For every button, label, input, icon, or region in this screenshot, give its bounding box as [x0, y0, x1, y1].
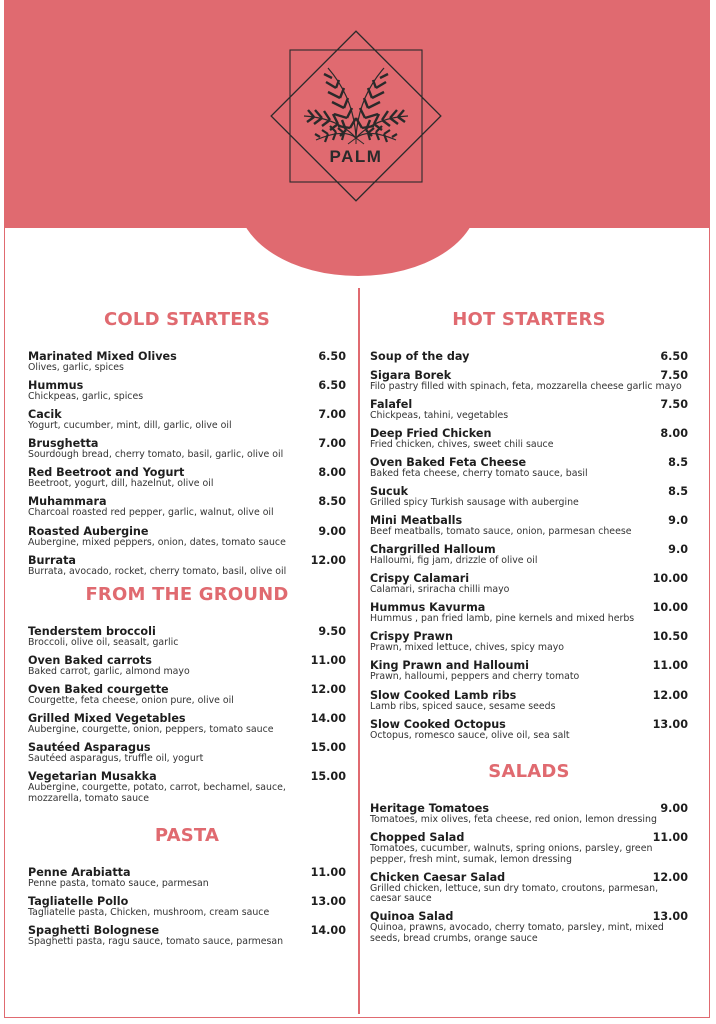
menu-item-price: 10.00 [652, 572, 688, 586]
menu-item [370, 369, 688, 393]
menu-item-description: Prawn, halloumi, peppers and cherry tomato [370, 671, 580, 683]
menu-item-description: Grilled spicy Turkish sausage with aubergine [370, 496, 579, 508]
from-the-ground-list [28, 625, 346, 810]
menu-item-description: Sautéed asparagus, truffle oil, yogurt [28, 753, 204, 765]
menu-item-name: Sautéed Asparagus [28, 741, 151, 755]
menu-item-price: 10.50 [652, 630, 688, 644]
menu-item-name: Deep Fried Chicken [370, 426, 492, 440]
menu-item-description: Fried chicken, chives, sweet chili sauce [370, 438, 554, 450]
menu-item-price: 8.50 [318, 495, 346, 509]
menu-item-description: Chickpeas, garlic, spices [28, 391, 144, 403]
menu-item-description: Tagliatelle pasta, Chicken, mushroom, cream sauce [28, 907, 270, 919]
menu-item [370, 659, 688, 683]
menu-item-price: 13.00 [652, 910, 688, 924]
menu-item [28, 924, 346, 948]
menu-item-price: 7.00 [318, 408, 346, 422]
menu-item-description: Aubergine, courgette, potato, carrot, bechamel, sauce, mozzarella, tomato sauce [28, 782, 286, 805]
menu-item [370, 718, 688, 742]
menu-item-description: Aubergine, mixed peppers, onion, dates, tomato sauce [28, 536, 286, 548]
menu-item-price: 12.00 [652, 870, 688, 884]
column-divider [358, 288, 360, 1014]
menu-item [28, 866, 346, 890]
menu-item-price: 15.00 [310, 741, 346, 755]
menu-item-name: Falafel [370, 397, 413, 411]
menu-item [28, 379, 346, 403]
menu-item-description: Penne pasta, tomato sauce, parmesan [28, 878, 209, 889]
menu-item [370, 543, 688, 567]
menu-item-price: 9.00 [660, 802, 688, 815]
menu-item-name: Cacik [28, 408, 62, 422]
menu-item [28, 525, 346, 549]
menu-item-description: Filo pastry filled with spinach, feta, mozzarella cheese garlic mayo [370, 380, 682, 392]
menu-item-name: Hummus Kavurma [370, 601, 486, 615]
menu-item-price: 15.00 [310, 770, 346, 784]
menu-item-name: Tagliatelle Pollo [28, 895, 129, 909]
menu-item [28, 770, 346, 804]
menu-item [370, 485, 688, 509]
menu-item-name: Burrata [28, 553, 76, 567]
menu-item-name: Crispy Prawn [370, 630, 453, 644]
menu-item-price: 7.50 [660, 368, 688, 382]
menu-item [370, 689, 688, 713]
menu-item-name: Oven Baked courgette [28, 683, 169, 697]
menu-item-price: 6.50 [318, 379, 346, 393]
section-title-salads: SALADS [488, 761, 570, 782]
menu-item-name: Vegetarian Musakka [28, 770, 157, 784]
menu-item [370, 427, 688, 451]
menu-item-name: Slow Cooked Lamb ribs [370, 688, 517, 702]
menu-item-name: Spaghetti Bolognese [28, 924, 160, 938]
menu-item [28, 741, 346, 765]
menu-item-description: Halloumi, fig jam, drizzle of olive oil [370, 555, 538, 567]
menu-item-price: 8.5 [668, 484, 688, 498]
menu-item-price: 9.0 [668, 513, 688, 527]
menu-item-description: Spaghetti pasta, ragu sauce, tomato sauce, parmesan [28, 936, 284, 948]
menu-item-price: 12.00 [310, 553, 346, 567]
menu-item [28, 408, 346, 432]
menu-item [370, 398, 688, 422]
menu-item-description: Quinoa, prawns, avocado, cherry tomato, parsley, mint, mixed seeds, bread crumbs, orange sauce [370, 922, 664, 945]
pasta-list [28, 866, 346, 953]
menu-item-description: Lamb ribs, spiced sauce, sesame seeds [370, 700, 556, 712]
menu-item-price: 11.00 [310, 654, 346, 668]
menu-item [28, 437, 346, 461]
menu-item-name: Oven Baked carrots [28, 654, 152, 668]
menu-item-name: Hummus [28, 379, 84, 393]
menu-item [370, 601, 688, 625]
menu-item-name: Grilled Mixed Vegetables [28, 712, 186, 726]
menu-item-name: Sigara Borek [370, 368, 452, 382]
menu-item-description: Yogurt, cucumber, mint, dill, garlic, olive oil [28, 420, 232, 432]
menu-item [370, 350, 688, 363]
menu-item-name: Mini Meatballs [370, 513, 463, 527]
menu-item [28, 495, 346, 519]
menu-item-description: Baked feta cheese, cherry tomato sauce, basil [370, 467, 588, 479]
menu-item-name: King Prawn and Halloumi [370, 659, 529, 673]
menu-item [28, 350, 346, 374]
menu-item-name: Crispy Calamari [370, 572, 470, 586]
menu-item-description: Sourdough bread, cherry tomato, basil, garlic, olive oil [28, 449, 284, 461]
menu-item-price: 11.00 [310, 866, 346, 879]
menu-item-price: 11.00 [652, 659, 688, 673]
menu-item [370, 514, 688, 538]
menu-item-description: Chickpeas, tahini, vegetables [370, 409, 509, 421]
menu-item-description: Baked carrot, garlic, almond mayo [28, 666, 190, 678]
menu-item-name: Roasted Aubergine [28, 524, 149, 538]
menu-item-name: Heritage Tomatoes [370, 802, 490, 815]
menu-item [370, 802, 688, 826]
menu-item-name: Soup of the day [370, 350, 470, 363]
menu-item-price: 12.00 [310, 683, 346, 697]
cold-starters-list [28, 350, 346, 583]
menu-item-description: Courgette, feta cheese, onion pure, olive oil [28, 695, 234, 707]
menu-item-description: Calamari, sriracha chilli mayo [370, 584, 510, 596]
menu-item-price: 13.00 [652, 717, 688, 731]
menu-item-description: Aubergine, courgette, onion, peppers, tomato sauce [28, 724, 274, 736]
menu-item [370, 910, 688, 944]
menu-item-price: 8.00 [660, 426, 688, 440]
menu-item [370, 572, 688, 596]
menu-item-name: Chargrilled Halloum [370, 543, 496, 557]
menu-item-price: 9.00 [318, 524, 346, 538]
menu-item-description: Octopus, romesco sauce, olive oil, sea salt [370, 729, 570, 741]
menu-item-price: 6.50 [318, 350, 346, 363]
menu-item-description: Beef meatballs, tomato sauce, onion, parmesan cheese [370, 525, 632, 537]
menu-item [28, 625, 346, 649]
menu-item-price: 9.50 [318, 625, 346, 638]
menu-item-description: Tomatoes, mix olives, feta cheese, red onion, lemon dressing [370, 814, 657, 825]
menu-item-price: 11.00 [652, 831, 688, 845]
menu-item-price: 13.00 [310, 895, 346, 909]
section-title-from-the-ground: FROM THE GROUND [85, 584, 289, 605]
menu-item-name: Brusghetta [28, 437, 99, 451]
menu-item-name: Tenderstem broccoli [28, 625, 156, 638]
hot-starters-list [370, 350, 688, 747]
menu-item-description: Charcoal roasted red pepper, garlic, walnut, olive oil [28, 507, 274, 519]
menu-item [370, 456, 688, 480]
menu-item [28, 654, 346, 678]
menu-item-name: Oven Baked Feta Cheese [370, 455, 527, 469]
menu-item-name: Slow Cooked Octopus [370, 717, 506, 731]
menu-item-price: 8.00 [318, 466, 346, 480]
menu-item-description: Burrata, avocado, rocket, cherry tomato, basil, olive oil [28, 565, 287, 577]
section-title-cold-starters: COLD STARTERS [103, 309, 270, 330]
menu-item-name: Quinoa Salad [370, 910, 454, 924]
section-title-hot-starters: HOT STARTERS [452, 309, 606, 330]
menu-item-price: 10.00 [652, 601, 688, 615]
section-title-pasta: PASTA [154, 825, 220, 846]
menu-item-name: Red Beetroot and Yogurt [28, 466, 185, 480]
menu-item-description: Broccoli, olive oil, seasalt, garlic [28, 637, 179, 648]
menu-item [28, 466, 346, 490]
menu-item-name: Chicken Caesar Salad [370, 870, 506, 884]
menu-item [370, 630, 688, 654]
menu-item-price: 9.0 [668, 543, 688, 557]
salads-list [370, 802, 688, 950]
menu-item-description: Beetroot, yogurt, dill, hazelnut, olive oil [28, 478, 214, 490]
menu-item-description: Olives, garlic, spices [28, 362, 124, 373]
menu-item-name: Marinated Mixed Olives [28, 350, 177, 363]
menu-item-price: 8.5 [668, 455, 688, 469]
menu-item-name: Penne Arabiatta [28, 866, 131, 879]
menu-item-description: Grilled chicken, lettuce, sun dry tomato, croutons, parmesan, caesar sauce [370, 882, 659, 905]
menu-item-price: 7.00 [318, 437, 346, 451]
brand-name: PALM [329, 147, 383, 166]
menu-item-description: Tomatoes, cucumber, walnuts, spring onions, parsley, green pepper, fresh mint, sumak, lemon dressing [370, 843, 653, 865]
menu-item-price: 7.50 [660, 397, 688, 411]
menu-item-description: Prawn, mixed lettuce, chives, spicy mayo [370, 642, 565, 654]
menu-item [370, 871, 688, 905]
menu-item [370, 831, 688, 865]
menu-item-price: 14.00 [310, 924, 346, 938]
menu-item-price: 14.00 [310, 712, 346, 726]
menu-item [28, 895, 346, 919]
menu-item-price: 12.00 [652, 688, 688, 702]
menu-item-price: 6.50 [660, 350, 688, 363]
menu-item-name: Sucuk [370, 484, 409, 498]
menu-item [28, 554, 346, 578]
menu-item [28, 712, 346, 736]
menu-item-description: Hummus , pan fried lamb, pine kernels and mixed herbs [370, 613, 635, 625]
menu-item-name: Muhammara [28, 495, 107, 509]
menu-item [28, 683, 346, 707]
menu-item-name: Chopped Salad [370, 831, 465, 845]
